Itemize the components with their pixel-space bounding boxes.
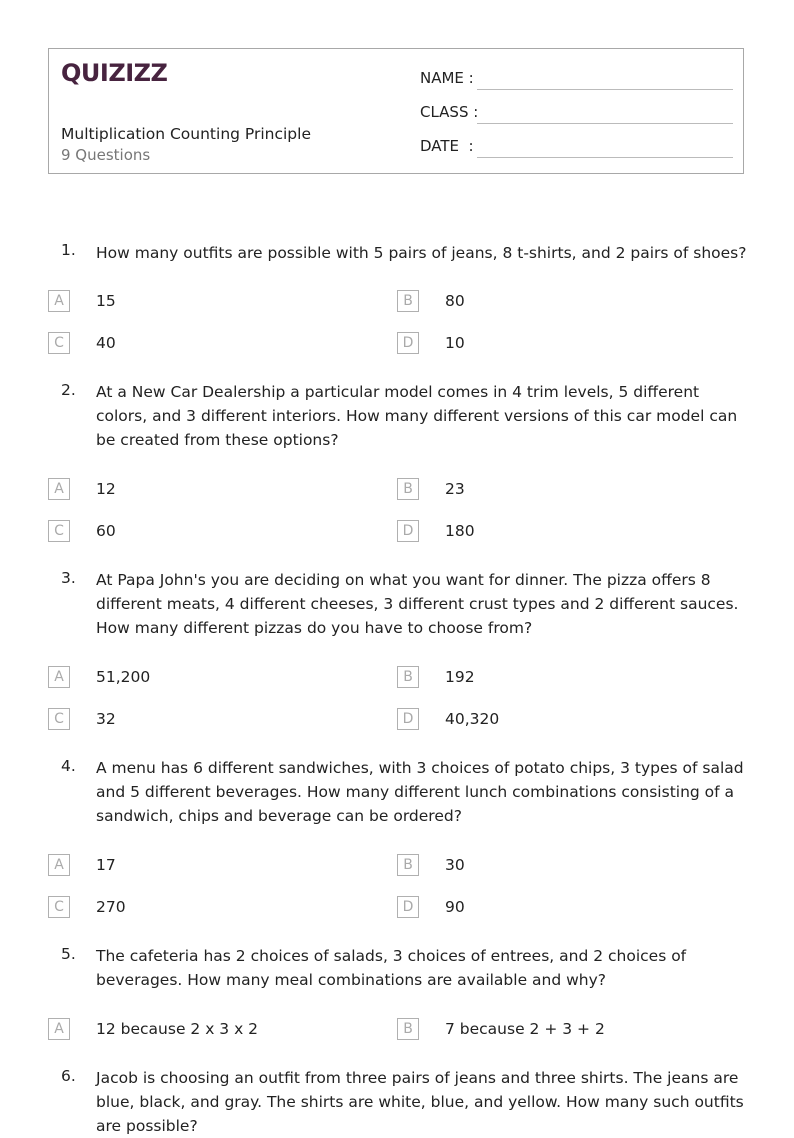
option-letter[interactable]: D [397,332,419,354]
option-text: 90 [445,898,465,916]
option-text: 30 [445,856,465,874]
option-text: 15 [96,292,116,310]
name-label: NAME : [420,69,474,87]
question-count: 9 Questions [61,146,151,164]
question-text: At a New Car Dealership a particular model comes in 4 trim levels, 5 different colors, and 3 different interiors. How many different versions of this car model can be created from these options? [96,383,738,449]
question-number: 3. [61,569,76,587]
option-letter[interactable]: B [397,666,419,688]
option-letter[interactable]: B [397,1018,419,1040]
option-text: 23 [445,480,465,498]
question-text: A menu has 6 different sandwiches, with 3 choices of potato chips, 3 types of salad and 5 different beverages. How many different lunch combinations consisting of a sandwich, chips and beverage can be ordered? [96,759,744,825]
question-text: How many outfits are possible with 5 pairs of jeans, 8 t-shirts, and 2 pairs of shoes? [96,244,747,262]
option-text: 40 [96,334,116,352]
option-text: 17 [96,856,116,874]
question-number: 6. [61,1067,76,1085]
question-text: At Papa John's you are deciding on what you want for dinner. The pizza offers 8 different meats, 4 different cheeses, 3 different crust types and 2 different sauces. How many different pizzas do you have to choose from? [96,571,739,637]
question-number: 4. [61,757,76,775]
option-text: 270 [96,898,126,916]
option-text: 32 [96,710,116,728]
option-text: 10 [445,334,465,352]
option-letter[interactable]: A [48,478,70,500]
class-line[interactable] [477,123,733,124]
option-letter[interactable]: B [397,290,419,312]
option-text: 60 [96,522,116,540]
option-letter[interactable]: B [397,478,419,500]
option-letter[interactable]: B [397,854,419,876]
question-text: Jacob is choosing an outfit from three pairs of jeans and three shirts. The jeans are blue, black, and gray. The shirts are white, blue, and yellow. How many such outfits are possible? [96,1069,744,1135]
question-number: 1. [61,241,76,259]
date-line[interactable] [477,157,733,158]
quizizz-logo: QUIZIZZ [61,59,168,87]
option-text: 12 [96,480,116,498]
name-line[interactable] [477,89,733,90]
option-text: 51,200 [96,668,151,686]
question-number: 2. [61,381,76,399]
option-text: 192 [445,668,475,686]
option-text: 80 [445,292,465,310]
option-letter[interactable]: D [397,896,419,918]
option-letter[interactable]: C [48,708,70,730]
option-letter[interactable]: A [48,854,70,876]
option-text: 180 [445,522,475,540]
worksheet-title: Multiplication Counting Principle [61,125,311,143]
option-text: 12 because 2 x 3 x 2 [96,1020,259,1038]
worksheet-header [48,48,744,174]
option-letter[interactable]: D [397,520,419,542]
option-letter[interactable]: D [397,708,419,730]
option-letter[interactable]: A [48,666,70,688]
option-letter[interactable]: A [48,1018,70,1040]
date-label: DATE : [420,137,474,155]
option-letter[interactable]: C [48,896,70,918]
question-text: The cafeteria has 2 choices of salads, 3 choices of entrees, and 2 choices of beverages. How many meal combinations are available and why? [96,947,687,989]
option-text: 7 because 2 + 3 + 2 [445,1020,605,1038]
question-number: 5. [61,945,76,963]
option-letter[interactable]: C [48,520,70,542]
option-letter[interactable]: A [48,290,70,312]
class-label: CLASS : [420,103,479,121]
option-text: 40,320 [445,710,500,728]
option-letter[interactable]: C [48,332,70,354]
